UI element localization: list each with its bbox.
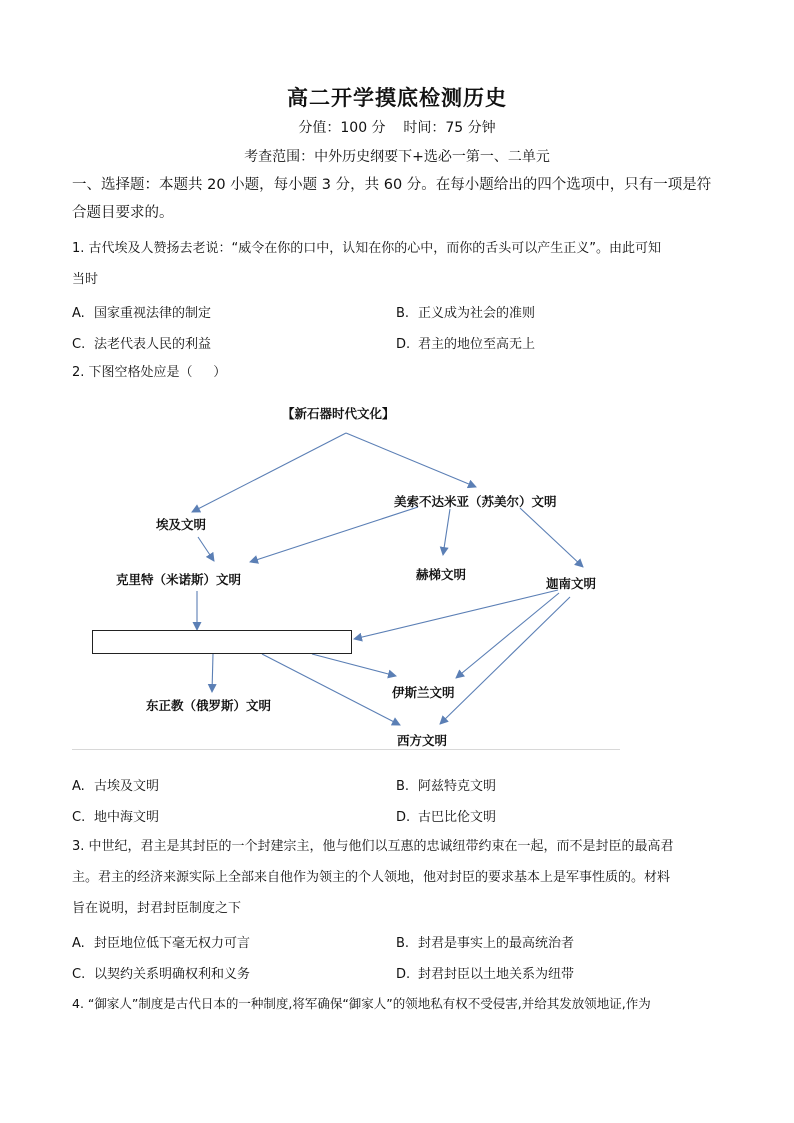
- node-islam: 伊斯兰文明: [392, 685, 455, 700]
- question-1-option-c[interactable]: [72, 333, 211, 352]
- option-letter: B.: [396, 779, 410, 794]
- node-orthodox: 东正教（俄罗斯）文明: [146, 698, 272, 713]
- arrow-canaan-to-blank: [354, 590, 558, 639]
- node-egypt: 埃及文明: [156, 517, 207, 532]
- civilization-diagram: [72, 395, 620, 750]
- option-letter: C.: [72, 967, 86, 982]
- question-3-option-d[interactable]: [396, 963, 574, 982]
- option-text: 君主的地位至高无上: [418, 337, 536, 352]
- option-text: 以契约关系明确权利和义务: [94, 967, 251, 982]
- option-letter: A.: [72, 779, 85, 794]
- arrow-blank-to-western: [262, 654, 400, 725]
- option-letter: D.: [396, 337, 411, 352]
- option-text: 国家重视法律的制定: [94, 306, 212, 321]
- option-text: 古埃及文明: [94, 779, 160, 794]
- blank-answer-box: [92, 630, 352, 654]
- arrow-mesopotamia-to-hittite: [443, 509, 450, 555]
- question-4-stem-line-1: 4. “御家人”制度是古代日本的一种制度,将军确保“御家人”的领地私有权不受侵害,并给其发放领地证,作为: [72, 996, 651, 1011]
- option-text: 阿兹特克文明: [418, 779, 497, 794]
- arrow-blank-to-islam: [312, 654, 396, 676]
- question-1-option-d[interactable]: [396, 333, 535, 352]
- question-1-stem-line-1: 1. 古代埃及人赞扬去老说：“威令在你的口中，认知在你的心中，而你的舌头可以产生正义”。由此可知: [72, 241, 662, 256]
- question-2-option-d[interactable]: [396, 806, 496, 825]
- question-2-option-b[interactable]: [396, 775, 496, 794]
- option-text: 封臣地位低下毫无权力可言: [94, 936, 251, 951]
- node-canaan: 迦南文明: [546, 576, 597, 591]
- page-title: 高二开学摸底检测历史: [287, 86, 507, 110]
- node-neolithic: 【新石器时代文化】: [282, 406, 395, 421]
- option-text: 地中海文明: [94, 810, 160, 825]
- question-2-option-c[interactable]: [72, 806, 159, 825]
- question-3-option-b[interactable]: [396, 932, 574, 951]
- node-hittite: 赫梯文明: [416, 567, 467, 582]
- option-text: 封君封臣以土地关系为纽带: [418, 967, 575, 982]
- node-crete: 克里特（米诺斯）文明: [116, 572, 242, 587]
- option-letter: D.: [396, 967, 411, 982]
- arrow-mesopotamia-to-crete: [250, 507, 418, 562]
- arrow-neolithic-to-mesopotamia: [346, 433, 476, 487]
- option-letter: A.: [72, 306, 85, 321]
- question-3-stem-line-2: 主。君主的经济来源实际上全部来自他作为领主的个人领地，他对封臣的要求基本上是军事性质的。材料: [72, 870, 671, 885]
- option-letter: B.: [396, 936, 410, 951]
- arrow-neolithic-to-egypt: [192, 433, 346, 512]
- question-3-option-c[interactable]: [72, 963, 250, 982]
- option-text: 封君是事实上的最高统治者: [418, 936, 575, 951]
- option-text: 古巴比伦文明: [418, 810, 497, 825]
- option-letter: A.: [72, 936, 85, 951]
- option-text: 法老代表人民的利益: [94, 337, 212, 352]
- arrow-mesopotamia-to-canaan: [520, 508, 583, 567]
- section-instructions: 一、选择题：本题共 20 小题，每小题 3 分，共 60 分。在每小题给出的四个选项中，只有一项是符合题目要求的。: [72, 177, 712, 221]
- score-time-line: 分值：100 分 时间：75 分钟: [298, 120, 496, 136]
- node-western: 西方文明: [397, 733, 448, 748]
- diagram-bottom-border: [72, 749, 620, 750]
- question-3-stem-line-1: 3. 中世纪，君主是其封臣的一个封建宗主，他与他们以互惠的忠诚纽带约束在一起，而不是封臣的最高君: [72, 839, 674, 854]
- option-text: 正义成为社会的准则: [418, 306, 536, 321]
- question-2-stem: 2. 下图空格处应是（ ）: [72, 365, 227, 380]
- option-letter: D.: [396, 810, 411, 825]
- arrow-blank-to-orthodox: [212, 654, 213, 692]
- exam-scope-line: 考查范围：中外历史纲要下+选必一第一、二单元: [244, 149, 550, 165]
- question-1-option-b[interactable]: [396, 302, 535, 321]
- option-letter: C.: [72, 337, 86, 352]
- arrow-canaan-to-western: [440, 597, 570, 724]
- option-letter: C.: [72, 810, 86, 825]
- question-3-option-a[interactable]: [72, 932, 250, 951]
- question-3-stem-line-3: 旨在说明，封君封臣制度之下: [72, 901, 242, 916]
- question-1-option-a[interactable]: [72, 302, 211, 321]
- node-mesopotamia: 美索不达米亚（苏美尔）文明: [394, 494, 557, 509]
- question-2-option-a[interactable]: [72, 775, 159, 794]
- question-1-stem-line-2: 当时: [72, 272, 99, 287]
- arrow-egypt-to-crete: [198, 537, 214, 561]
- option-letter: B.: [396, 306, 410, 321]
- arrow-canaan-to-islam: [456, 593, 559, 678]
